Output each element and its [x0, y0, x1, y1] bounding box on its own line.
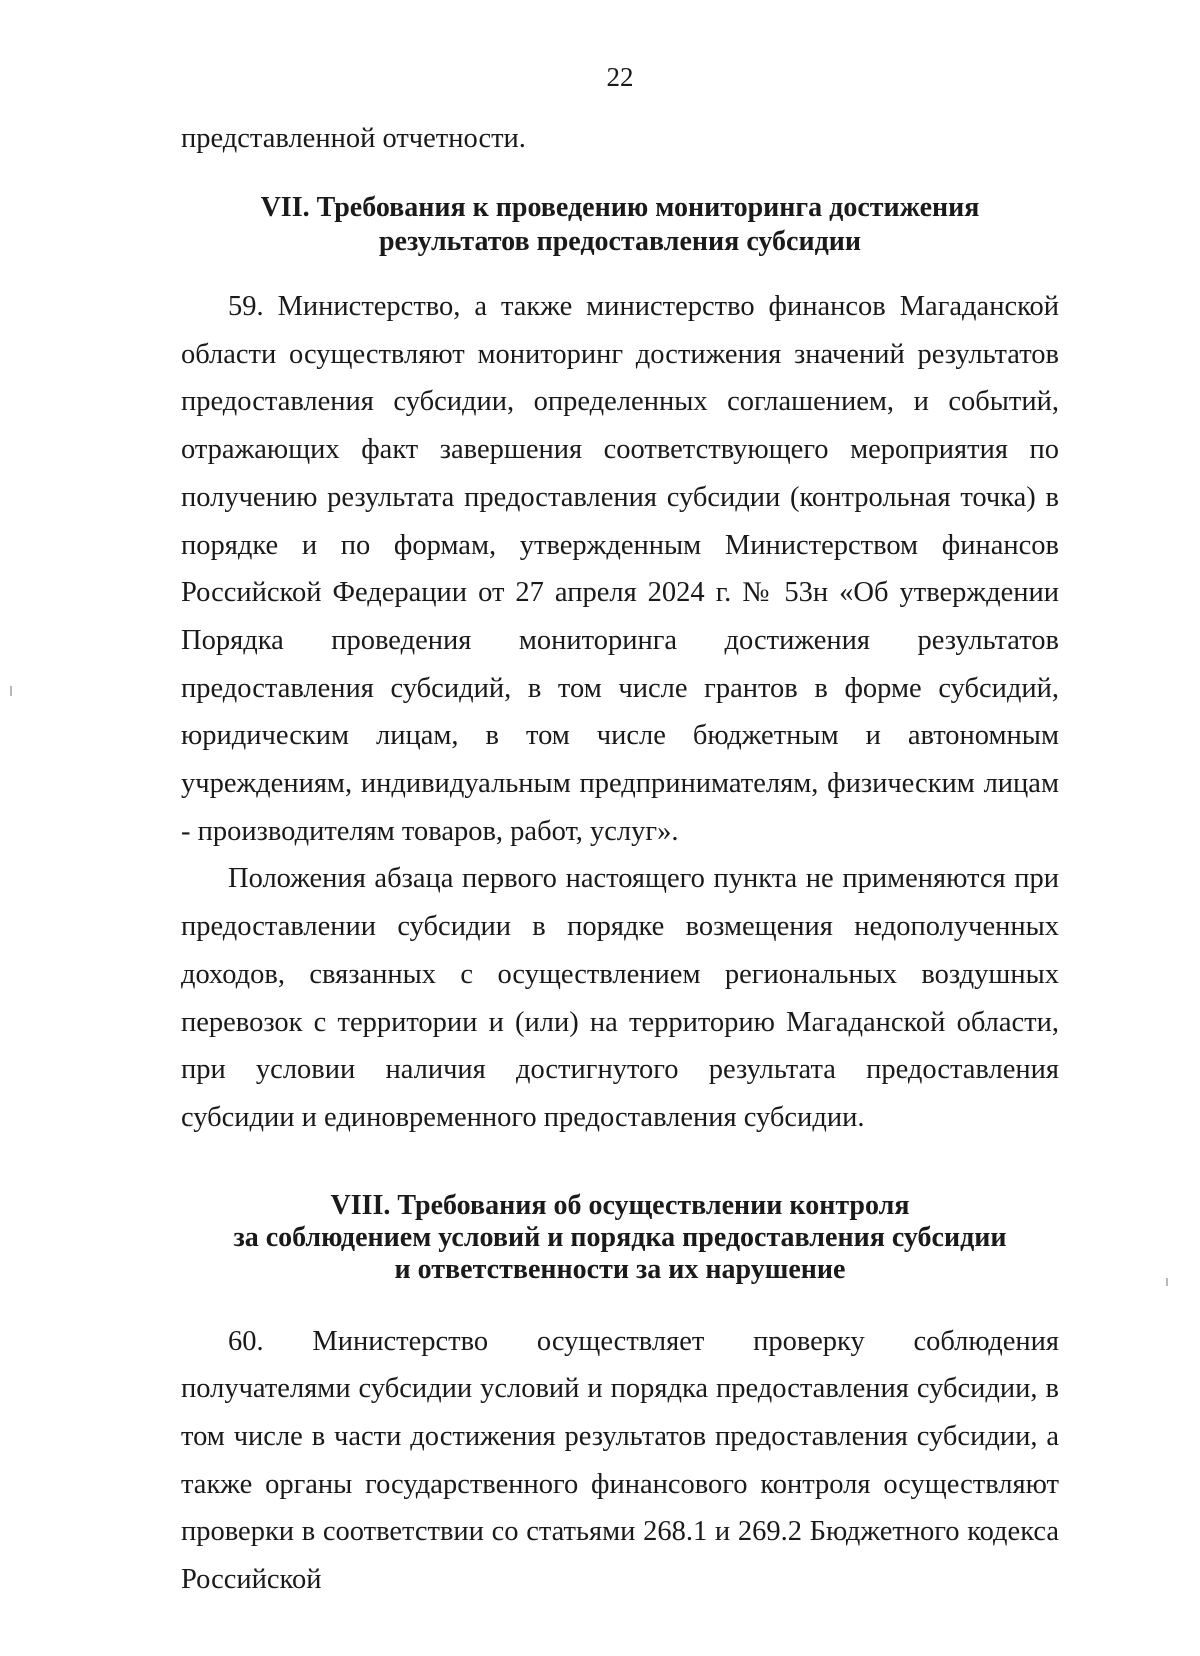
page-number: 22 [606, 62, 634, 92]
page-content [181, 119, 1059, 1604]
paragraph-60: 60. Министерство осуществляет проверку соблюдения получателями субсидии условий и порядка предоставления субсидии, в том числе в части достижения результатов предоставления субсидии, а также органы государственного финансового контроля осуществляют проверки в соответствии со статьями 268.1 и 269.2 Бюджетного кодекса Российской [181, 1325, 1059, 1596]
section-viii-heading-line3: и ответственности за их нарушение [394, 1253, 846, 1285]
paragraph-59: 59. Министерство, а также министерство финансов Магаданской области осуществляют мониторинг достижения значений результатов предоставления субсидии, определенных соглашением, и событий, отражающих факт завершения соответствующего мероприятия по получению результата предоставления субсидии (контрольная точка) в порядке и по формам, утвержденным Министерством финансов Российской Федерации от 27 апреля 2024 г. № 53н «Об утверждении Порядка проведения мониторинга достижения результатов предоставления субсидий, в том числе грантов в форме субсидий, юридическим лицам, в том числе бюджетным и автономным учреждениям, индивидуальным предпринимателям, физическим лицам - производителям товаров, работ, услуг». [181, 291, 1059, 847]
section-vii-heading-line2: результатов предоставления субсидии [378, 226, 862, 257]
section-vii-heading-line1: VII. Требования к проведению мониторинга достижения [260, 192, 980, 223]
section-viii-heading-line2: за соблюдением условий и порядка предоставления субсидии [233, 1221, 1007, 1253]
scan-mark-right [1166, 1278, 1168, 1286]
section-viii-heading-line1: VIII. Требования об осуществлении контроля [330, 1189, 910, 1221]
section-viii-heading [181, 1190, 1059, 1286]
continuation-text: представленной отчетности. [181, 123, 526, 154]
paragraph-59-second: Положения абзаца первого настоящего пункта не применяются при предоставлении субсидии в порядке возмещения недополученных доходов, связанных с осуществлением региональных воздушных перевозок с территории и (или) на территорию Магаданской области, при условии наличия достигнутого результата предоставления субсидии и единовременного предоставления субсидии. [181, 863, 1059, 1133]
section-vii-heading [181, 191, 1059, 259]
scan-mark-left [10, 686, 12, 696]
